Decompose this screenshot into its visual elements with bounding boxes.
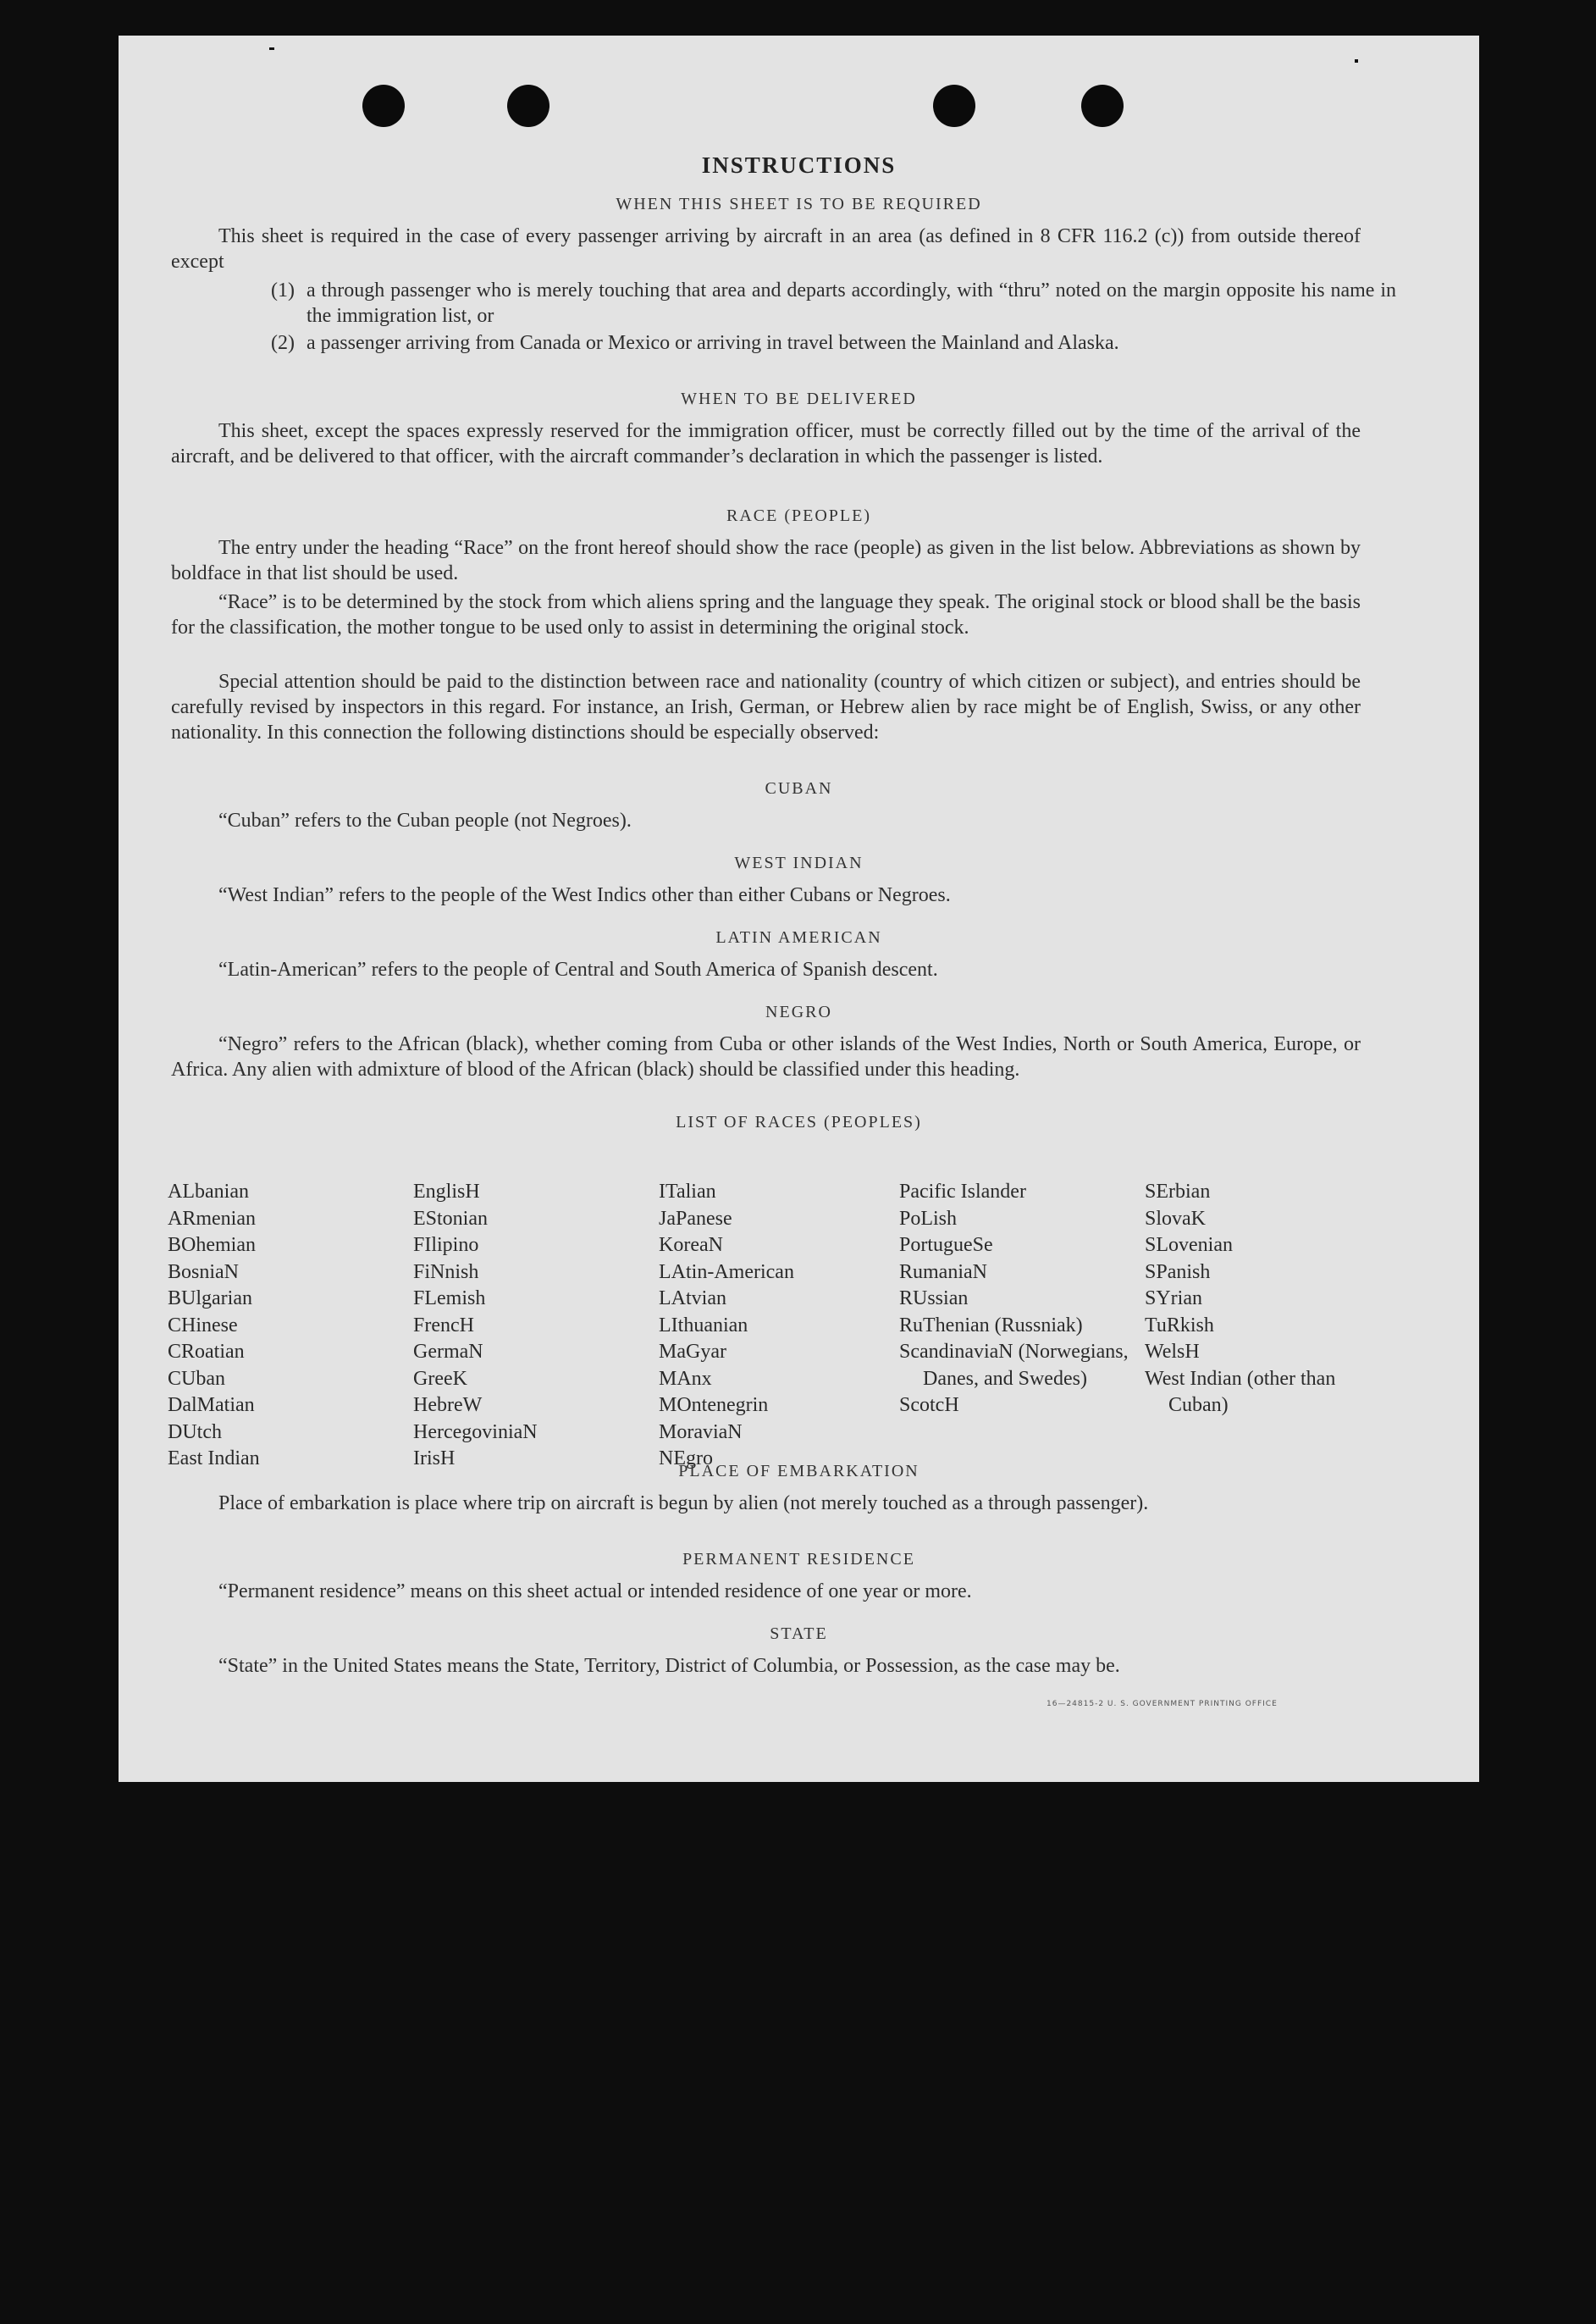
race-item: EnglisH: [413, 1181, 480, 1203]
race-item: JaPanese: [659, 1207, 732, 1230]
required-intro: This sheet is required in the case of every passenger arriving by aircraft in an area (as defined in 8 CFR 116.2 (c)) from outside thereof except: [171, 225, 1361, 273]
races-list-heading: LIST OF RACES (PEOPLES): [676, 1113, 922, 1132]
race-item: KoreaN: [659, 1234, 723, 1256]
residence-heading: PERMANENT RESIDENCE: [682, 1550, 915, 1569]
state-heading: STATE: [770, 1624, 828, 1643]
race-item: FrencH: [413, 1314, 474, 1336]
speck: [1355, 59, 1358, 63]
race-item: MAnx: [659, 1367, 712, 1390]
printing-office-note: 16—24815-2 U. S. GOVERNMENT PRINTING OFFICE: [1047, 1700, 1278, 1708]
race-item: WelsH: [1145, 1341, 1200, 1363]
races-column: [413, 1179, 642, 1473]
race-item: RumaniaN: [899, 1260, 987, 1283]
race-item: CUban: [168, 1367, 225, 1390]
race-item: East Indian: [168, 1447, 260, 1469]
latin-american-text: “Latin-American” refers to the people of Central and South America of Spanish descent.: [218, 959, 938, 981]
race-item: SlovaK: [1145, 1207, 1206, 1230]
speck: [269, 47, 274, 50]
page-title: INSTRUCTIONS: [701, 152, 897, 178]
race-item: BosniaN: [168, 1260, 239, 1283]
race-item: BOhemian: [168, 1234, 256, 1256]
embarkation-text: Place of embarkation is place where trip on aircraft is begun by alien (not merely touched as a through passenger).: [218, 1492, 1149, 1514]
required-item: [271, 278, 1396, 329]
race-item: MOntenegrin: [659, 1394, 769, 1416]
embarkation-heading: PLACE OF EMBARKATION: [678, 1462, 919, 1480]
race-item: FIlipino: [413, 1234, 479, 1256]
punch-hole: [1081, 85, 1124, 127]
race-item: HercegoviniaN: [413, 1420, 538, 1443]
residence-text: “Permanent residence” means on this sheet actual or intended residence of one year or more.: [218, 1580, 972, 1602]
race-item: EStonian: [413, 1207, 488, 1230]
race-item: FLemish: [413, 1287, 486, 1309]
race-item: RUssian: [899, 1287, 969, 1309]
punch-hole: [507, 85, 549, 127]
race-item: SLovenian: [1145, 1234, 1233, 1256]
race-item: SPanish: [1145, 1260, 1211, 1283]
race-item: DUtch: [168, 1420, 222, 1443]
race-item: PoLish: [899, 1207, 958, 1230]
race-item: FiNnish: [413, 1260, 479, 1283]
punch-hole: [362, 85, 405, 127]
cuban-text: “Cuban” refers to the Cuban people (not Negroes).: [218, 810, 632, 832]
delivered-heading: WHEN TO BE DELIVERED: [681, 390, 917, 408]
item-number: (2): [271, 332, 295, 354]
negro-heading: NEGRO: [765, 1003, 832, 1021]
document-sheet: [119, 36, 1479, 1782]
races-column: [899, 1179, 1129, 1419]
race-item: ITalian: [659, 1181, 716, 1203]
latin-american-heading: LATIN AMERICAN: [715, 928, 882, 947]
race-item: TuRkish: [1145, 1314, 1214, 1336]
race-item: SErbian: [1145, 1181, 1211, 1203]
race-item: ALbanian: [168, 1181, 249, 1203]
race-item: CRoatian: [168, 1341, 245, 1363]
race-item: BUlgarian: [168, 1287, 252, 1309]
cuban-heading: CUBAN: [765, 779, 833, 798]
race-item: GreeK: [413, 1367, 467, 1390]
west-indian-heading: WEST INDIAN: [734, 854, 864, 872]
race-item: MaGyar: [659, 1341, 726, 1363]
race-item: Pacific Islander: [899, 1181, 1026, 1203]
races-column: [168, 1179, 396, 1473]
required-item: [271, 330, 1396, 356]
race-item: ScandinaviaN (Norwegians, Danes, and Swedes): [899, 1341, 1129, 1390]
races-column: [1145, 1179, 1365, 1419]
race-item: LAtin-American: [659, 1260, 794, 1283]
race-paragraph: The entry under the heading “Race” on the front hereof should show the race (people) as given in the list below. Abbreviations as shown by boldface in that list should be used.: [171, 537, 1361, 584]
race-item: ScotcH: [899, 1394, 959, 1416]
delivered-text: This sheet, except the spaces expressly reserved for the immigration officer, must be correctly filled out by the time of the arrival of the aircraft, and be delivered to that officer, with the aircraft commander’s declaration in which the passenger is listed.: [171, 420, 1361, 468]
race-heading: RACE (PEOPLE): [726, 506, 871, 525]
race-item: GermaN: [413, 1341, 483, 1363]
race-item: MoraviaN: [659, 1420, 743, 1443]
race-item: DalMatian: [168, 1394, 255, 1416]
race-item: LAtvian: [659, 1287, 726, 1309]
required-heading: WHEN THIS SHEET IS TO BE REQUIRED: [616, 195, 982, 213]
race-item: HebreW: [413, 1394, 483, 1416]
punch-hole: [933, 85, 975, 127]
race-paragraph: “Race” is to be determined by the stock from which aliens spring and the language they speak. The original stock or blood shall be the basis for the classification, the mother tongue to be used only to assist in determining the original stock.: [171, 591, 1361, 639]
state-text: “State” in the United States means the State, Territory, District of Columbia, or Possession, as the case may be.: [218, 1655, 1120, 1677]
race-item: RuThenian (Russniak): [899, 1314, 1083, 1336]
item-text: a through passenger who is merely touching that area and departs accordingly, with “thru” noted on the margin opposite his name in the immigration list, or: [306, 279, 1396, 327]
race-item: West Indian (other than Cuban): [1145, 1367, 1336, 1416]
race-item: CHinese: [168, 1314, 238, 1336]
race-item: LIthuanian: [659, 1314, 748, 1336]
negro-text: “Negro” refers to the African (black), whether coming from Cuba or other islands of the West Indies, North or South America, Europe, or Africa. Any alien with admixture of blood of the African (black) should be classified under this heading.: [171, 1033, 1361, 1081]
races-column: [659, 1179, 896, 1473]
item-text: a passenger arriving from Canada or Mexico or arriving in travel between the Mainland and Alaska.: [306, 332, 1119, 354]
west-indian-text: “West Indian” refers to the people of the West Indics other than either Cubans or Negroes.: [218, 884, 951, 906]
race-paragraph: Special attention should be paid to the distinction between race and nationality (country of which citizen or subject), and entries should be carefully revised by inspectors in this regard. For instance, an Irish, German, or Hebrew alien by race might be of English, Swiss, or any other nationality. In this connection the following distinctions should be especially observed:: [171, 671, 1361, 744]
race-item: ARmenian: [168, 1207, 256, 1230]
race-item: IrisH: [413, 1447, 456, 1469]
race-item: NEgro: [659, 1447, 713, 1469]
race-item: PortugueSe: [899, 1234, 993, 1256]
race-item: SYrian: [1145, 1287, 1202, 1309]
item-number: (1): [271, 279, 295, 302]
